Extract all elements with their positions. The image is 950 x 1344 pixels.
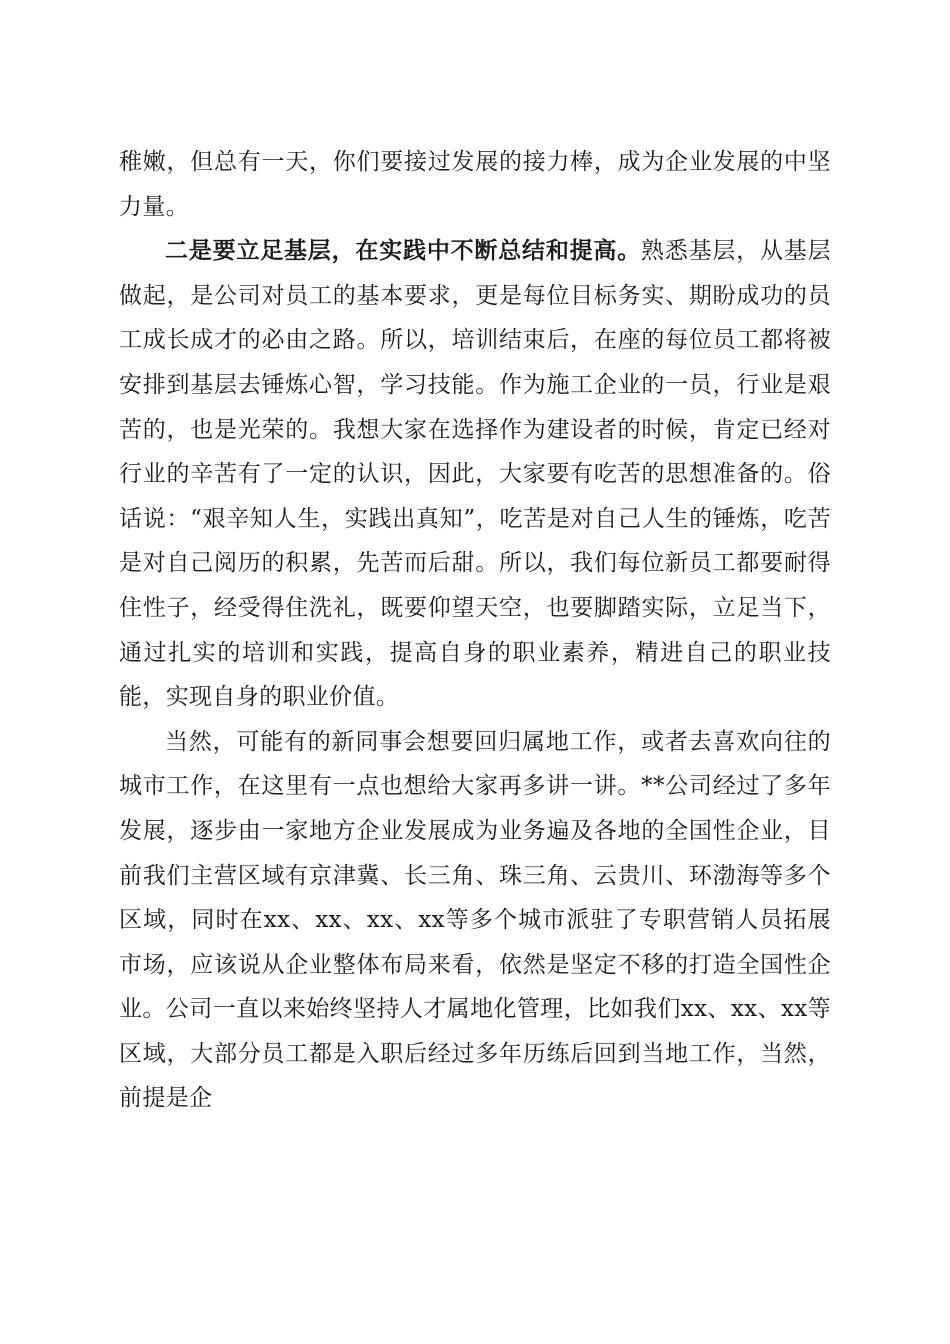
paragraph-2-text: 熟悉基层，从基层做起，是公司对员工的基本要求，更是每位目标务实、期盼成功的员工成长成才的必由之路。所以，培训结束后，在座的每位员工都将被安排到基层去锤炼心智，学习技能。作为施工企业的一员，行业是艰苦的，也是光荣的。我想大家在选择作为建设者的时候，肯定已经对行业的辛苦有了一定的认识，因此，大家要有吃苦的思想准备的。俗话说：“艰辛知人生，实践出真知”，吃苦是对自己人生的锤炼，吃苦是对自己阅历的积累，先苦而后甜。所以，我们每位新员工都要耐得住性子，经受得住洗礼，既要仰望天空，也要脚踏实际，立足当下，通过扎实的培训和实践，提高自身的职业素养，精进自己的职业技能，实现自身的职业价值。 (119, 238, 831, 711)
paragraph-2-heading: 二是要立足基层，在实践中不断总结和提高。 (165, 237, 642, 265)
paragraph-2 (119, 229, 831, 720)
paragraph-1 (119, 140, 831, 229)
paragraph-3-text: 当然，可能有的新同事会想要回归属地工作，或者去喜欢向往的城市工作，在这里有一点也想给大家再多讲一讲。**公司经过了多年发展，逐步由一家地方企业发展成为业务遍及各地的全国性企业，目前我们主营区域有京津冀、长三角、珠三角、云贵川、环渤海等多个区域，同时在xx、xx、xx、xx等多个城市派驻了专职营销人员拓展市场，应该说从企业整体布局来看，依然是坚定不移的打造全国性企业。公司一直以来始终坚持人才属地化管理，比如我们xx、xx、xx等区域，大部分员工都是入职后经过多年历练后回到当地工作，当然，前提是企 (119, 728, 831, 1112)
paragraph-3 (119, 720, 831, 1121)
paragraph-1-text: 稚嫩，但总有一天，你们要接过发展的接力棒，成为企业发展的中坚力量。 (119, 149, 831, 220)
body-text (119, 140, 831, 1121)
